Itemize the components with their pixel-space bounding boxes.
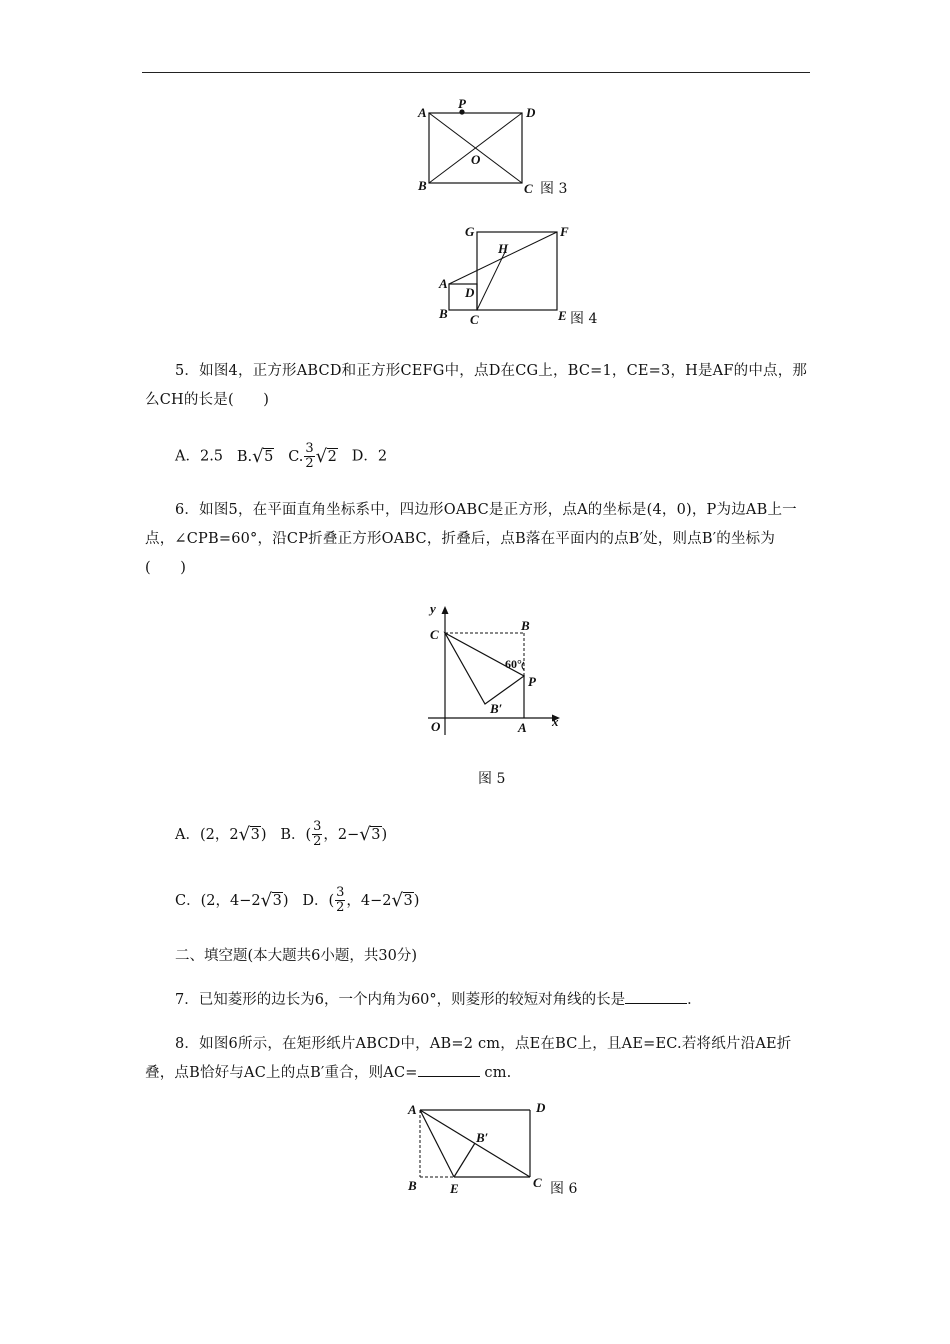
label-f: F [560, 224, 569, 239]
figure-3 [410, 98, 580, 198]
q5-option-d: D．2 [351, 448, 388, 465]
figure-6 [400, 1098, 590, 1198]
figure-3-caption: 图 3 [540, 181, 568, 197]
label-h: H [498, 241, 509, 256]
label-y: y [430, 601, 436, 616]
label-e: E [450, 1181, 459, 1196]
figure-4-drawing [430, 222, 610, 330]
label-c: C [430, 627, 439, 642]
label-b: B [408, 1178, 417, 1193]
figure-5 [418, 600, 578, 740]
figure-5-caption: 图 5 [478, 771, 506, 787]
label-e: E [558, 308, 567, 323]
figure-6-drawing [400, 1098, 590, 1198]
label-p: P [528, 674, 536, 689]
label-d: D [465, 285, 475, 300]
label-a: A [408, 1102, 417, 1117]
label-c: C [470, 312, 479, 327]
segment-ebprime [454, 1143, 475, 1177]
label-b: B [439, 306, 448, 321]
label-c: C [524, 181, 533, 196]
figure-4-caption: 图 4 [570, 311, 598, 327]
label-bprime: B′ [476, 1130, 489, 1145]
question-5-options [175, 442, 387, 471]
label-bprime: B′ [490, 701, 503, 716]
question-6-options-row-2 [175, 886, 419, 915]
label-g: G [465, 224, 475, 239]
question-6-options-row-1 [175, 820, 387, 849]
label-p: P [458, 96, 466, 111]
q6-option-c: C．(2，4−2√ 3) [175, 893, 288, 909]
q6-option-d: D．( $\frac{3}{2}$ ，4−2√ 3) [302, 893, 419, 909]
square-cefg [477, 232, 557, 310]
q8-answer-blank [418, 1064, 480, 1077]
segment-ch [477, 252, 505, 310]
label-d: D [536, 1100, 546, 1115]
label-c: C [533, 1175, 542, 1190]
question-7-text: 7．已知菱形的边长为6，一个内角为60°，则菱形的较短对角线的长是 ． [175, 992, 702, 1008]
q5-option-b: B.√ 5 [237, 449, 275, 465]
q6-option-b: B．( $\frac{3}{2}$ ，2−√ 3) [280, 827, 387, 843]
q5-option-a: A．2.5 [175, 448, 224, 465]
figure-6-caption: 图 6 [550, 1181, 578, 1197]
label-x: x [552, 714, 559, 729]
y-axis-arrow [442, 606, 449, 614]
label-b: B [521, 618, 530, 633]
label-b: B [418, 178, 427, 193]
q7-answer-blank [625, 991, 687, 1004]
q6-option-a: A．(2，2√ 3) [175, 827, 267, 843]
segment-af [449, 232, 557, 284]
header-rule [142, 72, 810, 73]
section-2-title: 二、填空题(本大题共6小题，共30分) [175, 948, 417, 964]
figure-5-drawing [418, 600, 578, 740]
question-8-text: 8．如图6所示，在矩形纸片ABCD中，AB=2 cm，点E在BC上，且AE=EC.若将纸片沿AE折叠，点B恰好与AC上的点B′重合，则AC= cm. [145, 1036, 792, 1081]
figure-4 [430, 222, 610, 330]
label-a: A [418, 105, 427, 120]
figure-3-drawing [410, 98, 580, 198]
label-o: O [431, 719, 441, 734]
q5-option-c: C. $\frac{3}{2}$ √ 2 [288, 449, 338, 465]
question-5-text: 5．如图4，正方形ABCD和正方形CEFG中，点D在CG上，BC=1，CE=3，H是AF的中点，那么CH的长是( ) [145, 363, 808, 408]
angle-label: 60° [505, 657, 522, 671]
label-d: D [526, 105, 536, 120]
question-6-text: 6．如图5，在平面直角坐标系中，四边形OABC是正方形，点A的坐标是(4，0)，P为边AB上一点，∠CPB=60°，沿CP折叠正方形OABC，折叠后，点B落在平面内的点B′处，则点B′的坐标为( ) [145, 502, 797, 576]
label-a: A [518, 720, 527, 735]
label-a: A [439, 276, 448, 291]
label-o: O [471, 152, 481, 167]
